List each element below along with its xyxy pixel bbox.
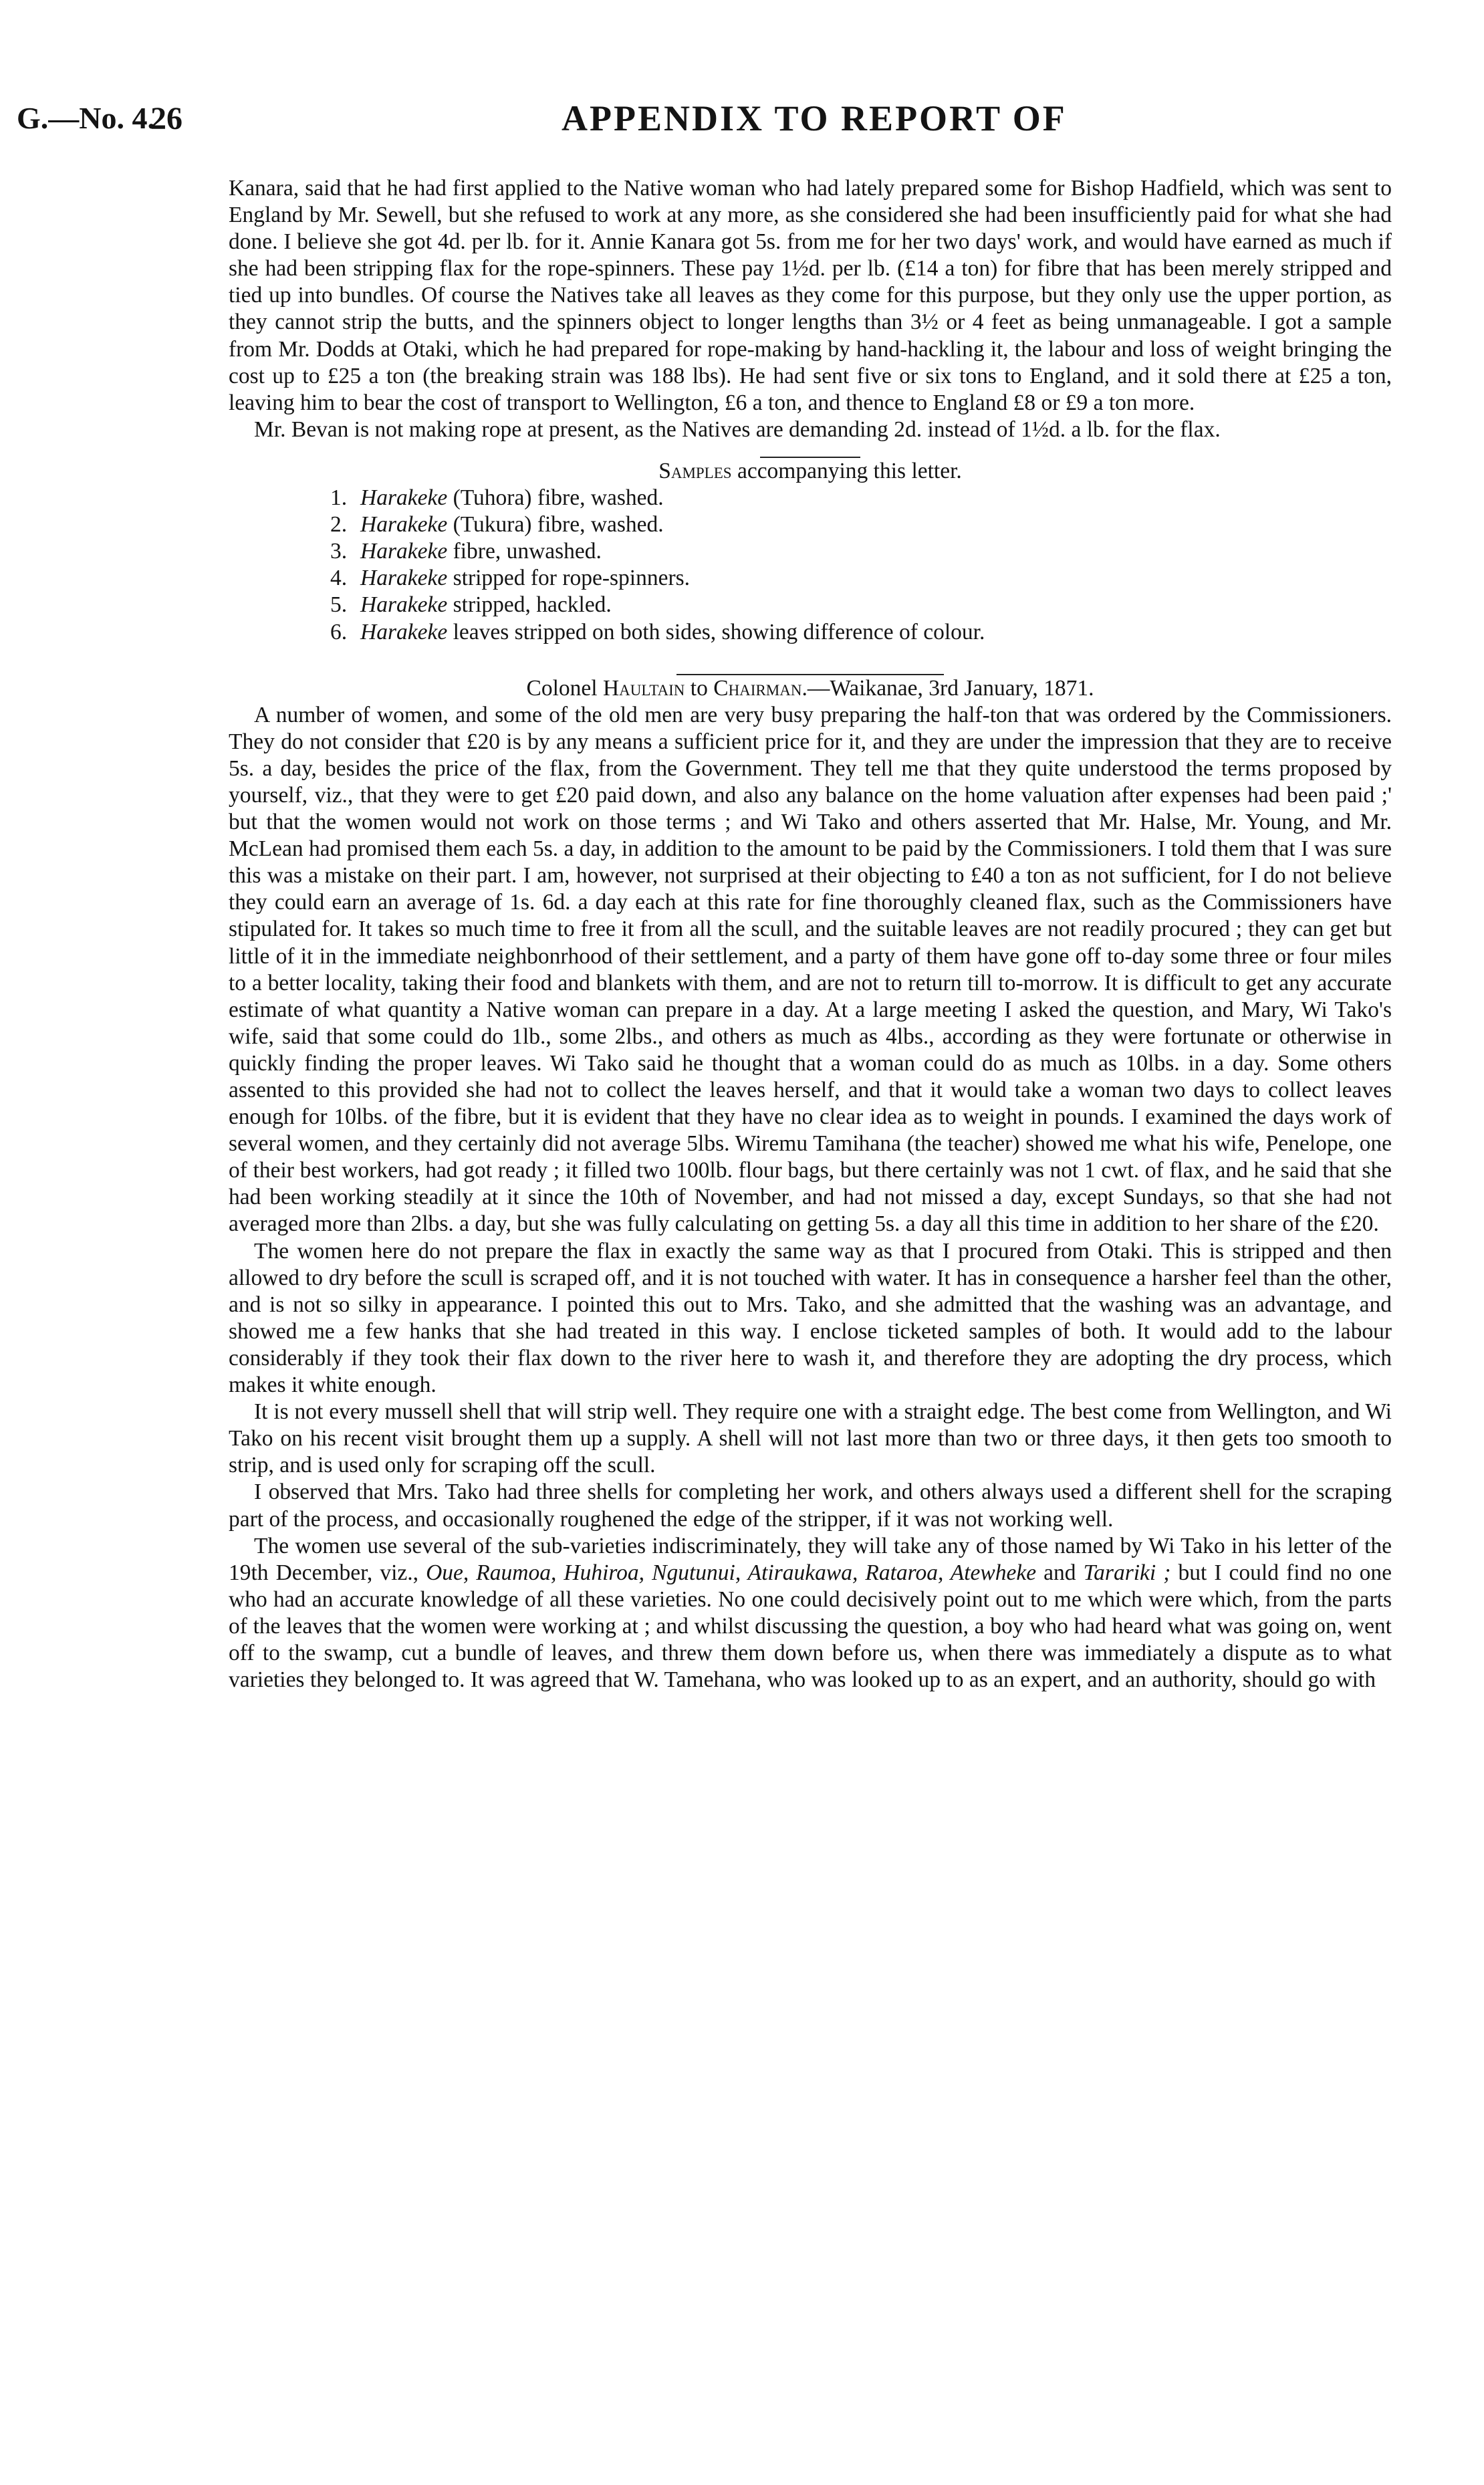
list-item bbox=[330, 485, 1392, 511]
samples-heading bbox=[229, 458, 1392, 485]
item-text: fibre, unwashed. bbox=[447, 539, 602, 564]
item-number: 6. bbox=[330, 619, 348, 644]
item-number: 4. bbox=[330, 566, 348, 591]
paragraph: It is not every mussell shell that will strip well. They require one with a straight edge. The best come from Wellington, and Wi Tako on his recent visit brought them up a supply. A shell will not last more than two or three days, it then gets too smooth to strip, and is used only for scraping off the scull. bbox=[229, 1399, 1392, 1478]
variety-name: Harakeke bbox=[360, 539, 448, 564]
item-text: stripped, hackled. bbox=[447, 592, 612, 618]
list-item bbox=[330, 538, 1392, 565]
item-text: stripped for rope-spinners. bbox=[447, 566, 691, 591]
letter-place-date: .—Waikanae, 3rd January, 1871. bbox=[801, 675, 1094, 701]
letter-heading-prefix: Colonel bbox=[526, 675, 603, 701]
running-title: APPENDIX TO REPORT OF bbox=[562, 98, 1067, 138]
list-item bbox=[330, 619, 1392, 646]
item-number: 2. bbox=[330, 512, 348, 538]
samples-list bbox=[229, 485, 1392, 646]
paragraph-text: The women use several of the sub-varieties indiscriminately, they will take any of those named by Wi Tako in his letter of the 19th December, viz., bbox=[229, 1533, 1392, 1585]
item-text: (Tuhora) fibre, washed. bbox=[447, 485, 664, 511]
paragraph bbox=[229, 1533, 1392, 1694]
letter-heading-connector: to bbox=[685, 675, 714, 701]
paragraph: The women here do not prepare the flax in exactly the same way as that I procured from Otaki. This is stripped and then allowed to dry before the scull is scraped off, and it is not touched with water. It has in consequence a harsher feel than the other, and is not so silky in appearance. I pointed this out to Mrs. Tako, and she admitted that the washing was an advantage, and showed me a few hanks that she had treated in this way. I enclose ticketed samples of both. It would add to the labour considerably if they took their flax down to the river here to wash it, and therefore they are adopting the dry process, which makes it white enough. bbox=[229, 1238, 1392, 1398]
variety-name: Harakeke bbox=[360, 592, 448, 618]
item-text: leaves stripped on both sides, showing difference of colour. bbox=[447, 619, 985, 644]
samples-heading-text: accompanying this letter. bbox=[731, 458, 962, 483]
variety-name: Harakeke bbox=[360, 619, 448, 644]
list-item bbox=[330, 511, 1392, 538]
paragraph-text: but I could find no one who had an accurate knowledge of all these varieties. No one could decisively point out to me which were which, from the parts of the leaves that the women were working at ; and whilst discussing the question, a boy who had heard what was going on, went off to the swamp, cut a bundle of leaves, and threw them down before us, when there was immediately a dispute as to what varieties they belonged to. It was agreed that W. Tamehana, who was looked up to as an expert, and an authority, should go with bbox=[229, 1560, 1392, 1693]
variety-name: Harakeke bbox=[360, 485, 448, 511]
letter-heading bbox=[229, 675, 1392, 702]
item-number: 5. bbox=[330, 592, 348, 618]
letter-sender: Haultain bbox=[602, 675, 685, 701]
paragraph: Mr. Bevan is not making rope at present, as the Natives are demanding 2d. instead of 1½d. a lb. for the flax. bbox=[254, 417, 1221, 442]
paragraph: Kanara, said that he had first applied to the Native woman who had lately prepared some for Bishop Hadfield, which was sent to England by Mr. Sewell, but she refused to work at any more, as she considered she had been insufficiently paid for what she had done. I believe she got 4d. per lb. for it. Annie Kanara got 5s. from me for her two days' work, and would have earned as much if she had been stripping flax for the rope-spinners. These pay 1½d. per lb. (£14 a ton) for fibre that has been merely stripped and tied up into bundles. Of course the Natives take all leaves as they come for this purpose, but they only use the upper portion, as they cannot strip the butts, and the spinners object to longer lengths than 3½ or 4 feet as being unmanageable. I got a sample from Mr. Dodds at Otaki, which he had prepared for rope-making by hand-hackling it, the labour and loss of weight bringing the cost up to £25 a ton (the breaking strain was 188 lbs). He had sent five or six tons to England, and it sold there at £25 a ton, leaving him to bear the cost of transport to Wellington, £6 a ton, and thence to England £8 or £9 a ton more. bbox=[229, 176, 1392, 415]
samples-heading-label: Samples bbox=[658, 458, 732, 483]
variety-name: Harakeke bbox=[360, 566, 448, 591]
variety-name: Tarariki ; bbox=[1083, 1560, 1171, 1585]
list-item bbox=[330, 592, 1392, 618]
variety-names: Oue, Raumoa, Huhiroa, Ngutunui, Atiraukawa, Rataroa, Atewheke bbox=[426, 1560, 1037, 1585]
paragraph-text: and bbox=[1036, 1560, 1084, 1585]
letter-recipient: Chairman bbox=[713, 675, 802, 701]
item-text: (Tukura) fibre, washed. bbox=[447, 512, 664, 538]
document-reference: G.—No. 4. bbox=[17, 101, 155, 135]
page-body bbox=[229, 175, 1392, 1693]
list-item bbox=[330, 565, 1392, 592]
page-header bbox=[0, 100, 1484, 154]
item-number: 1. bbox=[330, 485, 348, 511]
page-number: 26 bbox=[150, 101, 182, 136]
variety-name: Harakeke bbox=[360, 512, 448, 538]
paragraph: A number of women, and some of the old men are very busy preparing the half-ton that was ordered by the Commissioners. They do not consider that £20 is by any means a sufficient price for it, and they are under the impression that they are to receive 5s. a day, besides the price of the flax, from the Government. They tell me that they quite understood the terms proposed by yourself, viz., that they were to get £20 paid down, and also any balance on the home valuation after expenses had been paid ;' but that the women would not work on those terms ; and Wi Tako and others asserted that Mr. Halse, Mr. Young, and Mr. McLean had promised them each 5s. a day, in addition to the amount to be paid by the Commissioners. I told them that I was sure this was a mistake on their part. I am, however, not surprised at their objecting to £40 a ton as not sufficient, for I do not believe they could earn an average of 1s. 6d. a day each at this rate for fine thoroughly cleaned flax, such as the Commissioners have stipulated for. It takes so much time to free it from all the scull, and the suitable leaves are not readily procured ; they can get but little of it in the immediate neighbonrhood of their settlement, and a party of them have gone off to-day some three or four miles to a better locality, taking their food and blankets with them, and are not to return till to-morrow. It is difficult to get any accurate estimate of what quantity a Native woman can prepare in a day. At a large meeting I asked the question, and Mary, Wi Tako's wife, said that some could do 1lb., some 2lbs., and others as much as 4lbs., according as they were fortunate or otherwise in quickly finding the proper leaves. Wi Tako said he thought that a woman could do as much as 10lbs. in a day. Some others assented to this provided she had not to collect the leaves herself, and that it would take a woman two days to collect leaves enough for 10lbs. of the fibre, but it is evident that they have no clear idea as to weight in pounds. I examined the days work of several women, and they certainly did not average 5lbs. Wiremu Tamihana (the teacher) showed me what his wife, Penelope, one of their best workers, had got ready ; it filled two 100lb. flour bags, but there certainly was not 1 cwt. of flax, and he said that she had been working steadily at it since the 10th of November, and had not missed a day, except Sundays, so that she had not averaged more than 2lbs. a day, but she was fully calculating on getting 5s. a day all this time in addition to her share of the £20. bbox=[229, 702, 1392, 1237]
paragraph: I observed that Mrs. Tako had three shells for completing her work, and others always used a different shell for the scraping part of the process, and occasionally roughened the edge of the stripper, if it was not working well. bbox=[229, 1480, 1392, 1532]
item-number: 3. bbox=[330, 539, 348, 564]
